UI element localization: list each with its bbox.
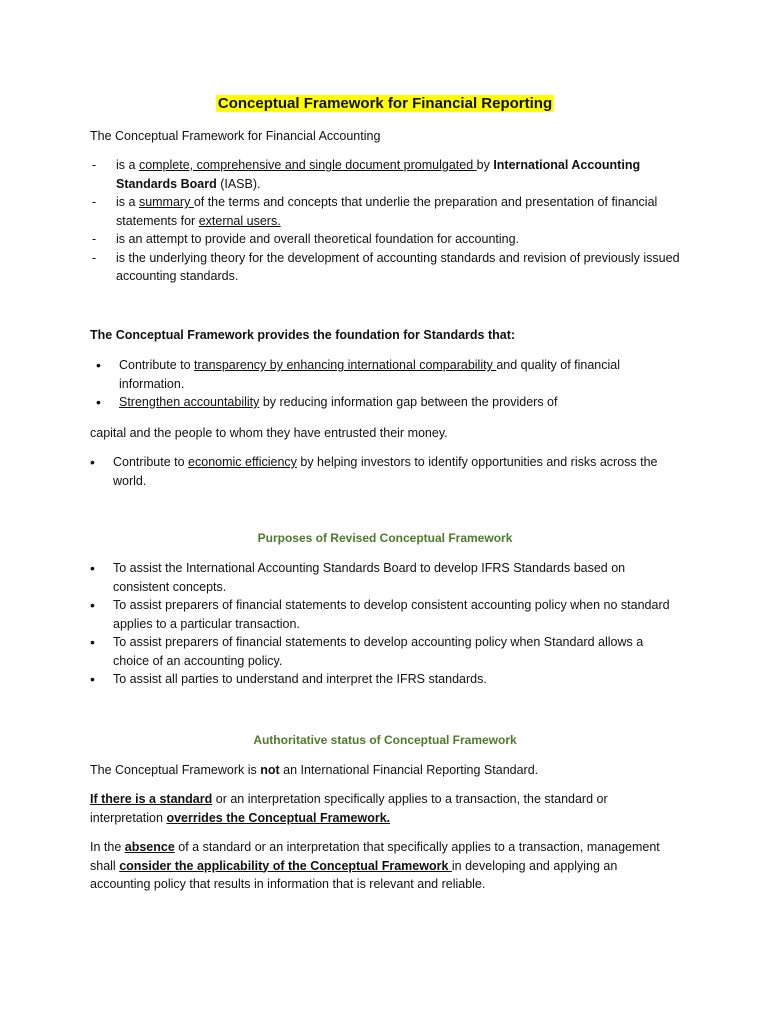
purposes-list (90, 559, 680, 689)
list-item: - is a summary of the terms and concepts that underlie the preparation and presentation of financial statements for external users. (90, 193, 680, 230)
foundation-list-continued (90, 453, 680, 490)
foundation-heading: The Conceptual Framework provides the foundation for Standards that: (90, 328, 516, 342)
list-item: - is the underlying theory for the development of accounting standards and revision of previously issued accounting standards. (90, 249, 680, 286)
list-item: • Strengthen accountability by reducing information gap between the providers of (90, 393, 680, 412)
authority-heading: Authoritative status of Conceptual Framework (253, 733, 517, 747)
definition-list (90, 156, 680, 286)
list-item: - is a complete, comprehensive and single document promulgated by International Accounting Standards Board (IASB). (90, 156, 680, 193)
foundation-continuation: capital and the people to whom they have entrusted their money. (90, 426, 448, 440)
list-item: • To assist all parties to understand and interpret the IFRS standards. (90, 670, 680, 689)
list-item: • To assist preparers of financial statements to develop accounting policy when Standard allows a choice of an accounting policy. (90, 633, 680, 670)
list-item: • Contribute to economic efficiency by helping investors to identify opportunities and risks across the world. (90, 453, 680, 490)
title-highlight: Conceptual Framework for Financial Reporting (217, 95, 553, 112)
list-item: • To assist the International Accounting Standards Board to develop IFRS Standards based on consistent concepts. (90, 559, 680, 596)
authority-paragraph-3: In the absence of a standard or an interpretation that specifically applies to a transaction, management shall consider the applicability of the Conceptual Framework in developing and applying an accounting policy that results in information that is relevant and reliable. (90, 840, 660, 891)
list-item: - is an attempt to provide and overall theoretical foundation for accounting. (90, 230, 680, 249)
authority-paragraph-2: If there is a standard or an interpretation specifically applies to a transaction, the standard or interpretation overrides the Conceptual Framework. (90, 792, 608, 825)
document-title (90, 94, 680, 114)
foundation-list (90, 356, 680, 412)
list-item: • Contribute to transparency by enhancing international comparability and quality of financial information. (90, 356, 680, 393)
purposes-heading: Purposes of Revised Conceptual Framework (257, 531, 513, 545)
authority-paragraph-1: The Conceptual Framework is not an International Financial Reporting Standard. (90, 763, 539, 777)
intro-text: The Conceptual Framework for Financial Accounting (90, 129, 381, 143)
list-item: • To assist preparers of financial statements to develop consistent accounting policy when no standard applies to a particular transaction. (90, 596, 680, 633)
